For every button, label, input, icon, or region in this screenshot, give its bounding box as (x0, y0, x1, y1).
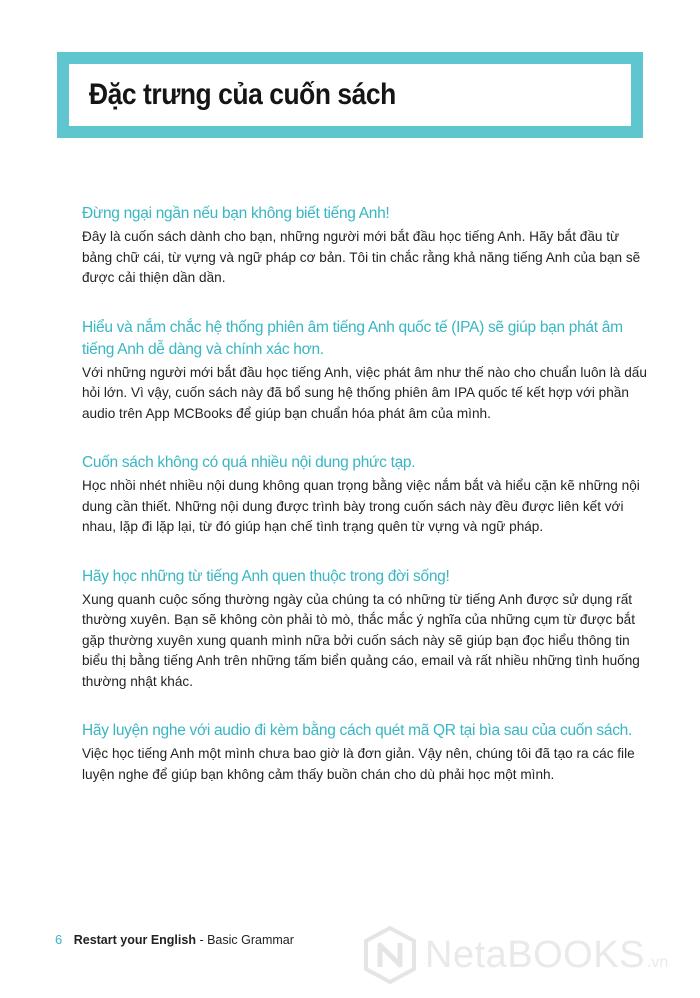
section-body: Học nhồi nhét nhiều nội dung không quan trọng bằng việc nắm bắt và hiểu cặn kẽ những nội dung cần thiết. Những nội dung được trình bày trong cuốn sách này đều được liên kết với nhau, lặp đi lặp lại, từ đó giúp hạn chế tình trạng quên từ vựng và ngữ pháp. (82, 478, 640, 534)
title-frame (57, 52, 643, 138)
section-heading: Đừng ngại ngần nếu bạn không biết tiếng Anh! (82, 205, 390, 222)
footer-subtitle: Basic Grammar (207, 933, 294, 947)
content (82, 203, 650, 785)
page-number: 6 (55, 932, 63, 947)
feature-section (82, 317, 650, 425)
feature-section (82, 452, 650, 538)
page-footer (55, 932, 294, 947)
section-heading: Cuốn sách không có quá nhiều nội dung phức tạp. (82, 454, 416, 471)
feature-section (82, 566, 650, 693)
watermark-suffix: .vn (646, 954, 669, 971)
watermark (363, 922, 693, 988)
section-heading: Hãy học những từ tiếng Anh quen thuộc trong đời sống! (82, 567, 450, 585)
section-body: Với những người mới bắt đầu học tiếng Anh, việc phát âm như thế nào cho chuẩn luôn là dấu hỏi lớn. Vì vậy, cuốn sách này đã bổ sung hệ thống phiên âm IPA quốc tế kết hợp với phần audio trên App MCBooks để giúp bạn chuẩn hóa phát âm của mình. (82, 364, 647, 421)
page-title: Đặc trưng của cuốn sách (89, 78, 396, 111)
section-heading: Hãy luyện nghe với audio đi kèm bằng cách quét mã QR tại bìa sau của cuốn sách. (82, 722, 632, 739)
footer-book-title: Restart your English (73, 933, 196, 947)
footer-separator: - (195, 933, 208, 947)
section-heading: Hiểu và nắm chắc hệ thống phiên âm tiếng Anh quốc tế (IPA) sẽ giúp bạn phát âm tiếng Anh dễ dàng và chính xác hơn. (82, 318, 623, 358)
netabooks-logo-icon (363, 925, 417, 985)
section-body: Xung quanh cuộc sống thường ngày của chúng ta có những từ tiếng Anh được sử dụng rất thường xuyên. Bạn sẽ không còn phải tò mò, thắc mắc ý nghĩa của những cụm từ được bắt gặp thường xuyên xung quanh mình nữa bởi cuốn sách này sẽ giúp bạn đọc hiểu thông tin biểu thị bằng tiếng Anh trên những tấm biển quảng cáo, email và rất nhiều những tình huống thường nhật khác. (82, 591, 640, 689)
feature-section (82, 203, 650, 289)
title-inner (69, 64, 631, 126)
section-body: Việc học tiếng Anh một mình chưa bao giờ là đơn giản. Vậy nên, chúng tôi đã tạo ra các file luyện nghe để giúp bạn không cảm thấy buồn chán cho dù phải học một mình. (82, 746, 635, 782)
section-body: Đây là cuốn sách dành cho bạn, những người mới bắt đầu học tiếng Anh. Hãy bắt đầu từ bảng chữ cái, từ vựng và ngữ pháp cơ bản. Tôi tin chắc rằng khả năng tiếng Anh của bạn sẽ được cải thiện dần dần. (82, 229, 641, 285)
watermark-text: NetaBOOKS (425, 933, 645, 976)
feature-section (82, 720, 650, 785)
